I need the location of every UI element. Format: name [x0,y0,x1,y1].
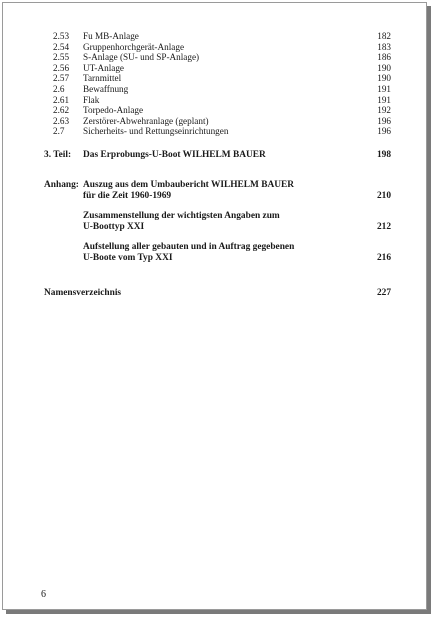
part-title: Das Erprobungs-U-Boot WILHELM BAUER [83,150,266,160]
anhang-item-line: für die Zeit 1960-1969 [83,191,172,201]
toc-entry-page: 186 [377,52,391,63]
part-page: 198 [376,150,391,160]
toc-entry-page: 192 [377,105,391,116]
toc-entry-page: 196 [377,126,391,137]
anhang-item-line: Zusammenstellung der wichtigsten Angaben zum [83,211,280,221]
anhang-item-page: 210 [376,191,391,201]
anhang-item-line: U-Boote vom Typ XXI [83,253,173,263]
toc-entry-page: 190 [377,73,391,84]
anhang-item-title [83,211,280,233]
toc-entry-title: UT-Anlage [83,62,124,73]
toc-entry-number: 2.56 [53,62,70,73]
toc-entry-number: 2.62 [53,105,70,116]
toc-entry-title: Gruppenhorchgerät-Anlage [83,41,185,52]
toc-entry-number: 2.61 [53,94,70,105]
anhang-item-line: Auszug aus dem Umbaubericht WILHELM BAUER [83,180,295,190]
toc-entry-number: 2.54 [53,41,70,52]
toc-entry-page: 183 [377,41,391,52]
book-page [2,2,427,610]
toc-entry-page: 190 [377,62,391,73]
toc-entry-title: Torpedo-Anlage [83,105,144,116]
toc-entry-title: Zerstörer-Abwehranlage (geplant) [83,115,209,126]
page-number: 6 [41,589,46,600]
toc-entry-number: 2.63 [53,115,70,126]
toc-entry-number: 2.7 [53,126,65,137]
index-page: 227 [376,288,391,298]
anhang-item-page: 212 [376,222,391,232]
toc-entry-title: Fu MB-Anlage [83,31,139,41]
anhang-item-page: 216 [376,253,391,263]
anhang-item-line: Aufstellung aller gebauten und in Auftrag gegebenen [83,242,295,252]
anhang-item-title [83,180,294,202]
toc-entry-number: 2.53 [53,31,70,41]
part-label: 3. Teil: [44,150,72,160]
anhang-label: Anhang: [44,180,79,190]
toc-entry-page: 191 [377,84,391,94]
toc-entry-page: 191 [377,94,391,105]
toc-entry-number: 2.57 [53,73,70,84]
toc-entry-title: Bewaffnung [83,84,129,94]
toc-entry-page: 182 [377,31,391,41]
anhang-item-title [83,242,294,264]
toc-entry-number: 2.55 [53,52,70,63]
toc-entry-page: 196 [377,115,391,126]
toc-entry-title: Tarnmittel [83,73,122,84]
anhang-item-line: U-Boottyp XXI [83,222,145,232]
index-title: Namensverzeichnis [44,288,122,298]
toc-entry-number: 2.6 [53,84,65,94]
toc-entry-title: Sicherheits- und Rettungseinrichtungen [83,126,229,137]
toc-entry-title: Flak [83,94,100,105]
toc-entry-title: S-Anlage (SU- und SP-Anlage) [83,52,200,63]
